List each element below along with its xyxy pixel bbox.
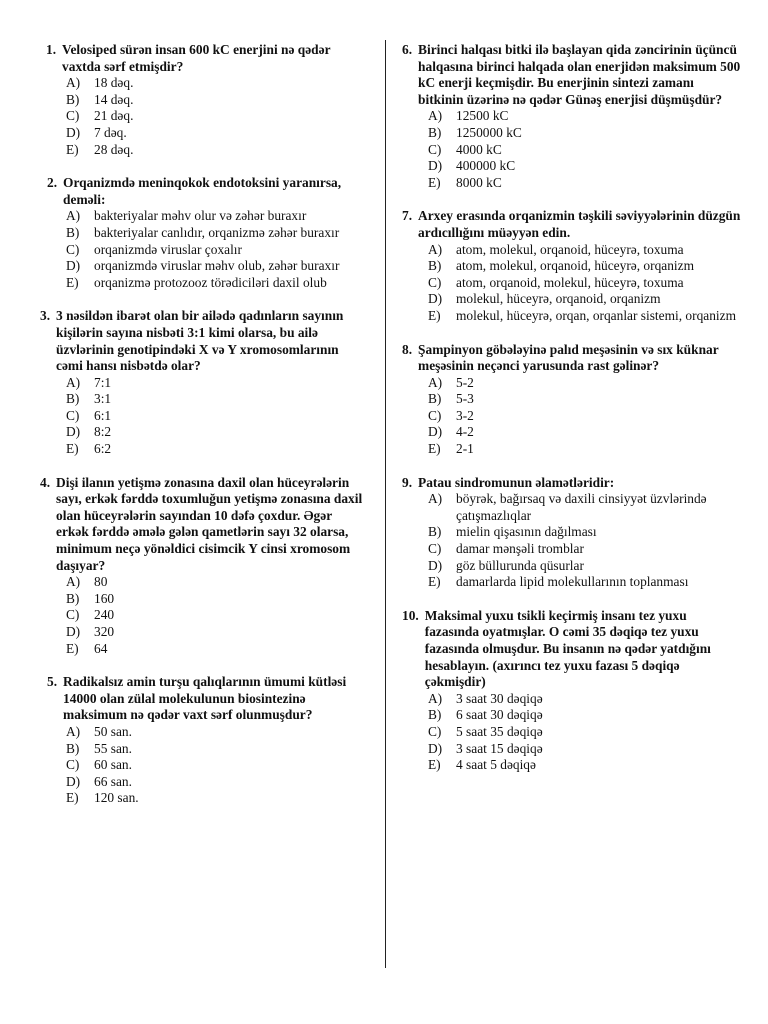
question-2 bbox=[36, 175, 366, 291]
question-header bbox=[402, 208, 742, 241]
question-number: 1. bbox=[46, 42, 57, 57]
answer-option bbox=[66, 75, 366, 92]
option-text: orqanizmə protozooz törədiciləri daxil olub bbox=[94, 274, 327, 290]
answer-option bbox=[428, 242, 742, 259]
option-letter: C) bbox=[66, 757, 80, 773]
question-6 bbox=[402, 42, 742, 191]
question-number: 6. bbox=[402, 42, 413, 57]
option-letter: E) bbox=[428, 174, 441, 190]
option-text: 3 saat 15 dəqiqə bbox=[456, 740, 543, 756]
option-letter: D) bbox=[66, 773, 81, 789]
answer-option bbox=[66, 375, 366, 392]
option-letter: D) bbox=[66, 624, 81, 639]
answer-option bbox=[428, 524, 742, 541]
answer-option bbox=[428, 142, 742, 159]
left-column bbox=[36, 42, 366, 824]
option-letter: C) bbox=[428, 541, 442, 557]
option-text: böyrək, bağırsaq və daxili cinsiyyət üzvlərində çatışmazlıqlar bbox=[456, 491, 707, 523]
question-header bbox=[36, 674, 366, 724]
question-text: Maksimal yuxu tsikli keçirmiş insanı tez yuxu fazasında oyatmışlar. O cəmi 35 dəqiqə tez yuxu fazasında olmuşdur. Bu insanın nə qədər yatdığını hesablayın. (axırıncı tez yuxu fazası 5 dəqiqə çəkmişdir) bbox=[424, 607, 711, 690]
answer-options bbox=[36, 375, 366, 458]
question-header bbox=[36, 475, 366, 575]
option-letter: C) bbox=[428, 407, 442, 423]
answer-option bbox=[66, 724, 366, 741]
option-text: 14 dəq. bbox=[94, 91, 134, 107]
answer-option bbox=[66, 790, 366, 807]
option-text: 55 san. bbox=[94, 740, 132, 756]
option-text: 12500 kC bbox=[456, 108, 509, 124]
option-text: 6 saat 30 dəqiqə bbox=[456, 707, 543, 723]
right-column bbox=[402, 42, 742, 791]
option-text: 5-3 bbox=[456, 391, 474, 407]
answer-option bbox=[66, 774, 366, 791]
question-header bbox=[36, 175, 366, 208]
option-letter: E) bbox=[428, 574, 441, 590]
option-letter: D) bbox=[428, 291, 443, 307]
option-letter: A) bbox=[66, 574, 81, 590]
option-text: 8:2 bbox=[94, 424, 112, 440]
option-letter: B) bbox=[428, 524, 442, 540]
answer-options bbox=[36, 724, 366, 807]
option-letter: D) bbox=[66, 124, 81, 140]
answer-options bbox=[402, 375, 742, 458]
option-letter: E) bbox=[66, 274, 79, 290]
option-letter: A) bbox=[428, 690, 443, 706]
option-text: 21 dəq. bbox=[94, 108, 134, 124]
option-letter: C) bbox=[66, 407, 80, 423]
option-text: 6:2 bbox=[94, 441, 112, 457]
option-letter: C) bbox=[66, 241, 80, 257]
option-text: 28 dəq. bbox=[94, 141, 134, 157]
option-letter: D) bbox=[66, 424, 81, 440]
answer-option bbox=[428, 391, 742, 408]
option-letter: C) bbox=[428, 141, 442, 157]
option-text: atom, molekul, orqanoid, hüceyrə, toxuma bbox=[456, 241, 684, 257]
option-text: 4-2 bbox=[456, 424, 474, 440]
question-number: 5. bbox=[47, 674, 58, 690]
option-letter: C) bbox=[428, 723, 442, 739]
answer-option bbox=[428, 308, 742, 325]
option-text: 2-1 bbox=[456, 441, 474, 457]
option-letter: E) bbox=[428, 757, 441, 773]
answer-option bbox=[66, 641, 366, 658]
option-text: 8000 kC bbox=[456, 174, 502, 190]
option-letter: B) bbox=[428, 707, 442, 723]
option-letter: D) bbox=[428, 158, 443, 174]
option-letter: C) bbox=[66, 607, 80, 623]
answer-option bbox=[66, 391, 366, 408]
question-number: 4. bbox=[40, 474, 51, 490]
option-letter: E) bbox=[66, 141, 79, 157]
option-text: damarlarda lipid molekullarının toplanması bbox=[456, 574, 689, 590]
option-letter: E) bbox=[66, 790, 79, 806]
option-letter: B) bbox=[66, 224, 80, 240]
answer-option bbox=[66, 225, 366, 242]
option-letter: B) bbox=[66, 391, 80, 407]
question-text: Birinci halqası bitki ilə başlayan qida zəncirinin üçüncü halqasına birinci halqada olan enerjidən maksimum 500 kC enerji keçmişdir. Bu enerjinin sintezi zamanı bitkinin üzərinə nə qədər Günəş enerjisi düşmüşdür? bbox=[418, 42, 741, 107]
question-text: Arxey erasında orqanizmin təşkili səviyyələrinin düzgün ardıcıllığını müəyyən edin. bbox=[418, 208, 741, 240]
answer-option bbox=[66, 125, 366, 142]
answer-options bbox=[36, 574, 366, 657]
option-text: 320 bbox=[94, 624, 115, 639]
option-text: 7 dəq. bbox=[94, 124, 127, 140]
question-text: Şampinyon göbələyinə palıd meşəsinin və sıx küknar meşəsinin neçənci yarusunda rast gəlinər? bbox=[418, 341, 719, 374]
option-text: göz büllurunda qüsurlar bbox=[456, 557, 584, 573]
option-text: 64 bbox=[94, 640, 108, 656]
option-letter: D) bbox=[66, 258, 81, 274]
option-letter: A) bbox=[428, 491, 443, 507]
option-letter: D) bbox=[428, 740, 443, 756]
answer-option bbox=[428, 125, 742, 142]
option-text: 50 san. bbox=[94, 723, 132, 739]
answer-option bbox=[66, 574, 366, 591]
answer-option bbox=[66, 741, 366, 758]
question-5 bbox=[36, 674, 366, 807]
answer-option bbox=[428, 757, 742, 774]
option-letter: A) bbox=[66, 723, 81, 739]
question-number: 10. bbox=[402, 607, 419, 623]
answer-option bbox=[428, 175, 742, 192]
answer-option bbox=[428, 541, 742, 558]
column-divider bbox=[385, 40, 386, 968]
option-letter: C) bbox=[66, 108, 80, 124]
question-text: 3 nəsildən ibarət olan bir ailədə qadınların sayının kişilərin sayına nisbəti 3:1 kimi olarsa, bu ailə üzvlərinin genotipindəki X və Y xromosomlarının cəmi hansı nisbətdə olar? bbox=[56, 308, 344, 374]
question-header bbox=[36, 308, 366, 374]
answer-option bbox=[66, 441, 366, 458]
option-text: 120 san. bbox=[94, 790, 139, 806]
answer-option bbox=[428, 108, 742, 125]
question-header bbox=[402, 342, 742, 375]
question-text: Orqanizmdə meninqokok endotoksini yaranırsa, deməli: bbox=[63, 175, 342, 207]
answer-option bbox=[66, 242, 366, 259]
question-text: Velosiped sürən insan 600 kC enerjini nə qədər vaxtda sərf etmişdir? bbox=[62, 42, 331, 74]
answer-option bbox=[428, 724, 742, 741]
answer-option bbox=[428, 691, 742, 708]
question-4 bbox=[36, 475, 366, 658]
answer-option bbox=[66, 108, 366, 125]
answer-option bbox=[66, 624, 366, 641]
answer-option bbox=[428, 558, 742, 575]
option-text: 400000 kC bbox=[456, 158, 516, 174]
option-text: 4000 kC bbox=[456, 141, 502, 157]
question-header bbox=[402, 475, 742, 492]
question-number: 3. bbox=[40, 308, 51, 324]
option-letter: B) bbox=[428, 391, 442, 407]
answer-options bbox=[36, 208, 366, 291]
answer-option bbox=[66, 408, 366, 425]
option-letter: D) bbox=[428, 424, 443, 440]
question-header bbox=[402, 608, 742, 691]
answer-option bbox=[66, 607, 366, 624]
option-text: atom, orqanoid, molekul, hüceyrə, toxuma bbox=[456, 274, 684, 290]
answer-options bbox=[402, 691, 742, 774]
option-text: 18 dəq. bbox=[94, 75, 134, 91]
answer-option bbox=[428, 258, 742, 275]
question-1 bbox=[36, 42, 366, 158]
option-letter: B) bbox=[66, 91, 80, 107]
answer-options bbox=[402, 242, 742, 325]
answer-option bbox=[66, 275, 366, 292]
question-text: Dişi ilanın yetişmə zonasına daxil olan hüceyrələrin sayı, erkək fərddə toxumluğun yetişmə zonasına daxil olan hüceyrələrin sayından 10 dəfə çoxdur. Əgər erkək fərddə əmələ gələn qametlərin sayı 32 olarsa, minimum neçə yönəldici cisimcik Y cinsi xromosom daşıyar? bbox=[56, 474, 363, 573]
question-7 bbox=[402, 208, 742, 324]
option-letter: A) bbox=[66, 374, 81, 390]
option-letter: A) bbox=[66, 208, 81, 224]
answer-option bbox=[428, 375, 742, 392]
option-letter: E) bbox=[66, 640, 79, 656]
option-text: 5 saat 35 dəqiqə bbox=[456, 723, 543, 739]
option-letter: E) bbox=[428, 441, 441, 457]
option-text: 7:1 bbox=[94, 374, 112, 390]
option-text: 3 saat 30 dəqiqə bbox=[456, 690, 543, 706]
option-text: 3-2 bbox=[456, 407, 474, 423]
answer-option bbox=[428, 441, 742, 458]
option-letter: D) bbox=[428, 557, 443, 573]
option-text: atom, molekul, orqanoid, hüceyrə, orqanizm bbox=[456, 258, 694, 274]
option-text: 66 san. bbox=[94, 773, 132, 789]
option-letter: A) bbox=[428, 108, 443, 124]
option-text: 5-2 bbox=[456, 374, 474, 390]
option-text: bakteriyalar canlıdır, orqanizmə zəhər buraxır bbox=[94, 224, 340, 240]
option-text: 60 san. bbox=[94, 757, 132, 773]
option-text: bakteriyalar məhv olur və zəhər buraxır bbox=[94, 208, 307, 224]
option-text: 1250000 kC bbox=[456, 124, 522, 140]
option-text: molekul, hüceyrə, orqanoid, orqanizm bbox=[456, 291, 661, 307]
question-10 bbox=[402, 608, 742, 774]
answer-options bbox=[36, 75, 366, 158]
option-text: 80 bbox=[94, 574, 108, 590]
option-text: orqanizmdə viruslar çoxalır bbox=[94, 241, 242, 257]
option-text: 3:1 bbox=[94, 391, 112, 407]
question-8 bbox=[402, 342, 742, 458]
option-letter: B) bbox=[66, 590, 80, 606]
question-text: Patau sindromunun əlamətləridir: bbox=[418, 474, 615, 490]
answer-option bbox=[66, 591, 366, 608]
answer-options bbox=[402, 491, 742, 591]
answer-option bbox=[428, 574, 742, 591]
option-letter: B) bbox=[428, 258, 442, 274]
question-number: 9. bbox=[402, 474, 413, 490]
option-letter: B) bbox=[66, 740, 80, 756]
question-text: Radikalsız amin turşu qalıqlarının ümumi kütləsi 14000 olan zülal molekulunun biosintezinə maksimum nə qədər vaxt sərf olunmuşdur? bbox=[63, 674, 347, 723]
answer-option bbox=[428, 491, 742, 524]
question-header bbox=[402, 42, 742, 108]
answer-option bbox=[428, 158, 742, 175]
option-text: damar mənşəli tromblar bbox=[456, 541, 584, 557]
question-3 bbox=[36, 308, 366, 457]
answer-option bbox=[428, 424, 742, 441]
question-header bbox=[36, 42, 366, 75]
option-letter: E) bbox=[66, 441, 79, 457]
question-number: 7. bbox=[402, 208, 413, 224]
option-letter: B) bbox=[428, 124, 442, 140]
answer-option bbox=[66, 142, 366, 159]
question-number: 2. bbox=[47, 175, 58, 191]
option-text: 6:1 bbox=[94, 407, 112, 423]
option-text: 240 bbox=[94, 607, 115, 623]
answer-option bbox=[428, 707, 742, 724]
option-text: 4 saat 5 dəqiqə bbox=[456, 757, 536, 773]
answer-option bbox=[428, 291, 742, 308]
answer-option bbox=[66, 757, 366, 774]
option-letter: E) bbox=[428, 307, 441, 323]
answer-option bbox=[66, 258, 366, 275]
option-letter: A) bbox=[428, 374, 443, 390]
option-letter: A) bbox=[428, 241, 443, 257]
answer-option bbox=[66, 424, 366, 441]
option-text: mielin qişasının dağılması bbox=[456, 524, 597, 540]
answer-option bbox=[428, 275, 742, 292]
option-text: molekul, hüceyrə, orqan, orqanlar sistemi, orqanizm bbox=[456, 307, 737, 323]
option-letter: C) bbox=[428, 274, 442, 290]
answer-option bbox=[66, 92, 366, 109]
question-number: 8. bbox=[402, 341, 413, 357]
option-letter: A) bbox=[66, 75, 81, 91]
option-text: 160 bbox=[94, 590, 115, 606]
answer-option bbox=[66, 208, 366, 225]
question-9 bbox=[402, 475, 742, 591]
answer-options bbox=[402, 108, 742, 191]
option-text: orqanizmdə viruslar məhv olub, zəhər buraxır bbox=[94, 258, 340, 274]
answer-option bbox=[428, 408, 742, 425]
answer-option bbox=[428, 741, 742, 758]
